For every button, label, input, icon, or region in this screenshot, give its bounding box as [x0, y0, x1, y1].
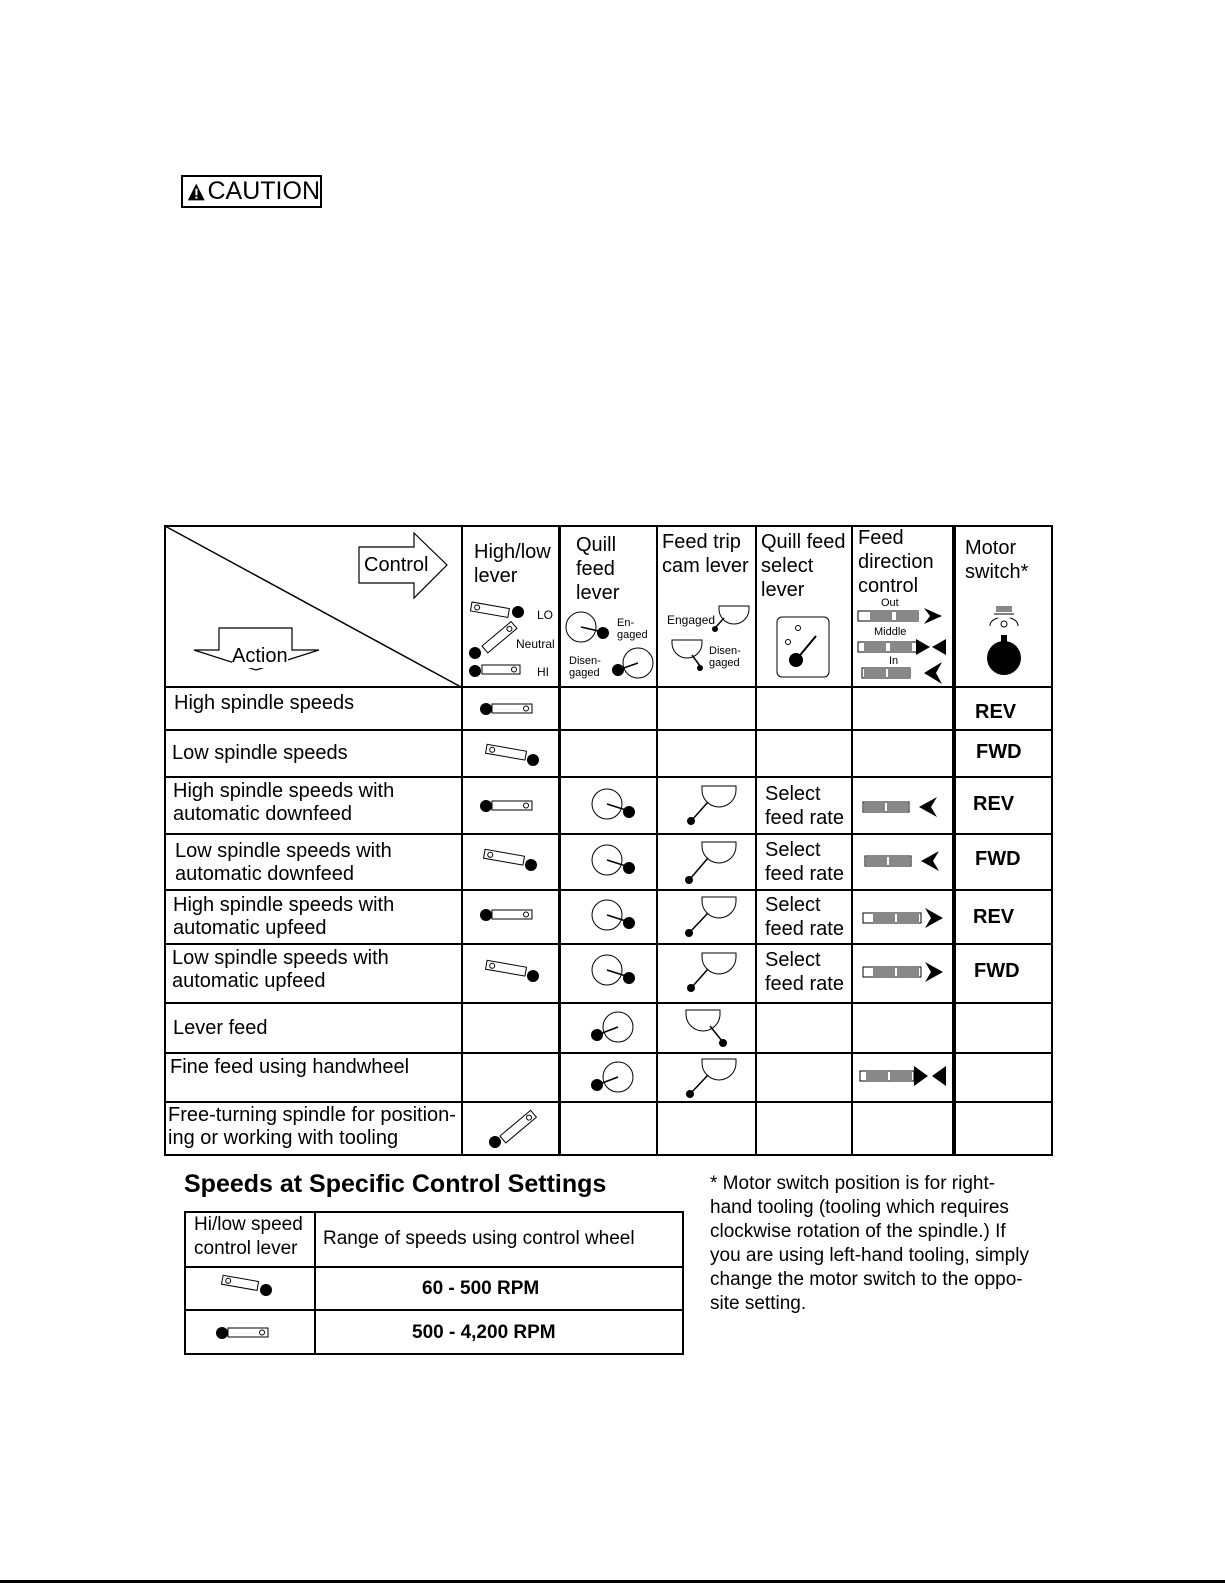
- caution-badge: [181, 175, 322, 208]
- col-header-quill-feed-select: Quill feed select lever: [761, 531, 846, 601]
- quill-engaged-icon: [589, 897, 639, 935]
- feed-out-icon: [861, 961, 947, 985]
- legend-lo: LO: [537, 608, 554, 622]
- select-feed-rate-6: Select feed rate: [765, 949, 844, 995]
- motor-row-4: FWD: [975, 848, 1021, 870]
- cam-engaged-icon: [682, 949, 742, 995]
- cam-engaged-icon: [682, 838, 742, 886]
- speeds-row-1-range: 60 - 500 RPM: [422, 1278, 540, 1299]
- row-label-8: Fine feed using handwheel: [170, 1056, 410, 1078]
- col-header-high-low-lever: High/low lever: [474, 541, 551, 587]
- quill-engaged-icon: [589, 786, 639, 824]
- lever-lo-icon: [480, 847, 540, 873]
- warning-icon: [187, 181, 206, 203]
- lever-hi-icon: [478, 697, 538, 719]
- speeds-header-lever: Hi/low speed control lever: [194, 1214, 303, 1259]
- corner-diagram: [164, 525, 462, 688]
- quill-disengaged-icon: [588, 1059, 638, 1097]
- cam-engaged-icon: [682, 782, 742, 828]
- legend-engaged: En- gaged: [617, 617, 648, 641]
- legend-hi: HI: [537, 665, 549, 679]
- feed-direction-legend-icon: [856, 606, 950, 684]
- quill-disengaged-icon: [588, 1009, 638, 1047]
- lever-lo-icon: [482, 742, 542, 768]
- feed-in-icon: [861, 796, 945, 820]
- row-label-3: High spindle speeds with automatic downfeed: [173, 780, 395, 825]
- motor-row-2: FWD: [976, 741, 1022, 763]
- row-label-4: Low spindle speeds with automatic downfeed: [175, 840, 392, 885]
- motor-row-3: REV: [973, 793, 1015, 815]
- legend-cam-disengaged: Disen- gaged: [709, 645, 741, 669]
- motor-switch-icon: [984, 604, 1024, 678]
- motor-row-5: REV: [973, 906, 1015, 928]
- row-label-2: Low spindle speeds: [172, 742, 348, 764]
- select-feed-rate-4: Select feed rate: [765, 839, 844, 885]
- legend-middle: Middle: [874, 626, 907, 638]
- lever-lo-icon: [482, 958, 542, 984]
- cam-disengaged-icon: [682, 1006, 742, 1052]
- row-label-6: Low spindle speeds with automatic upfeed: [172, 947, 389, 992]
- lever-lo-icon: [218, 1273, 274, 1299]
- bottom-rule: [0, 1580, 1225, 1583]
- lever-hi-icon: [478, 794, 538, 816]
- col-header-feed-trip-cam-lever: Feed trip cam lever: [662, 531, 749, 577]
- motor-row-6: FWD: [974, 960, 1020, 982]
- lever-hi-icon: [214, 1321, 274, 1343]
- cam-engaged-icon: [682, 893, 742, 939]
- lever-hi-icon: [478, 903, 538, 925]
- caution-label: CAUTION: [207, 177, 320, 205]
- corner-control-label: Control: [364, 554, 429, 576]
- col-header-feed-direction: Feed direction control: [858, 527, 934, 597]
- corner-action-label: Action: [232, 645, 288, 667]
- speeds-title: Speeds at Specific Control Settings: [184, 1170, 607, 1198]
- legend-cam-engaged: Engaged: [667, 613, 716, 627]
- row-label-1: High spindle speeds: [174, 692, 355, 714]
- legend-neutral: Neutral: [516, 637, 555, 651]
- feed-in-icon: [863, 850, 947, 874]
- quill-engaged-icon: [589, 952, 639, 990]
- lever-neutral-icon: [486, 1106, 542, 1150]
- row-label-5: High spindle speeds with automatic upfeed: [173, 894, 395, 939]
- speeds-row-2-range: 500 - 4,200 RPM: [412, 1322, 556, 1343]
- motor-footnote: * Motor switch position is for right- hand tooling (tooling which requires clockwise rotation of the spindle.) If you are using left-hand tooling, simply change the motor switch to the oppo- site setting.: [710, 1173, 1029, 1314]
- quill-engaged-icon: [589, 842, 639, 880]
- select-feed-rate-5: Select feed rate: [765, 894, 844, 940]
- col-header-quill-feed-lever: Quill feed lever: [576, 534, 620, 604]
- speeds-header-range: Range of speeds using control wheel: [323, 1228, 635, 1249]
- motor-row-1: REV: [975, 701, 1017, 723]
- select-feed-rate-3: Select feed rate: [765, 783, 844, 829]
- legend-out: Out: [881, 597, 899, 609]
- col-header-motor-switch: Motor switch*: [965, 537, 1029, 583]
- cam-engaged-icon: [682, 1055, 742, 1101]
- legend-disengaged: Disen- gaged: [569, 655, 601, 679]
- feed-middle-icon: [858, 1065, 950, 1089]
- row-label-7: Lever feed: [173, 1017, 268, 1039]
- row-label-9: Free-turning spindle for position- ing or working with tooling: [168, 1104, 456, 1149]
- legend-in: In: [889, 655, 899, 667]
- feed-out-icon: [861, 907, 947, 931]
- feed-select-legend-icon: [776, 616, 832, 678]
